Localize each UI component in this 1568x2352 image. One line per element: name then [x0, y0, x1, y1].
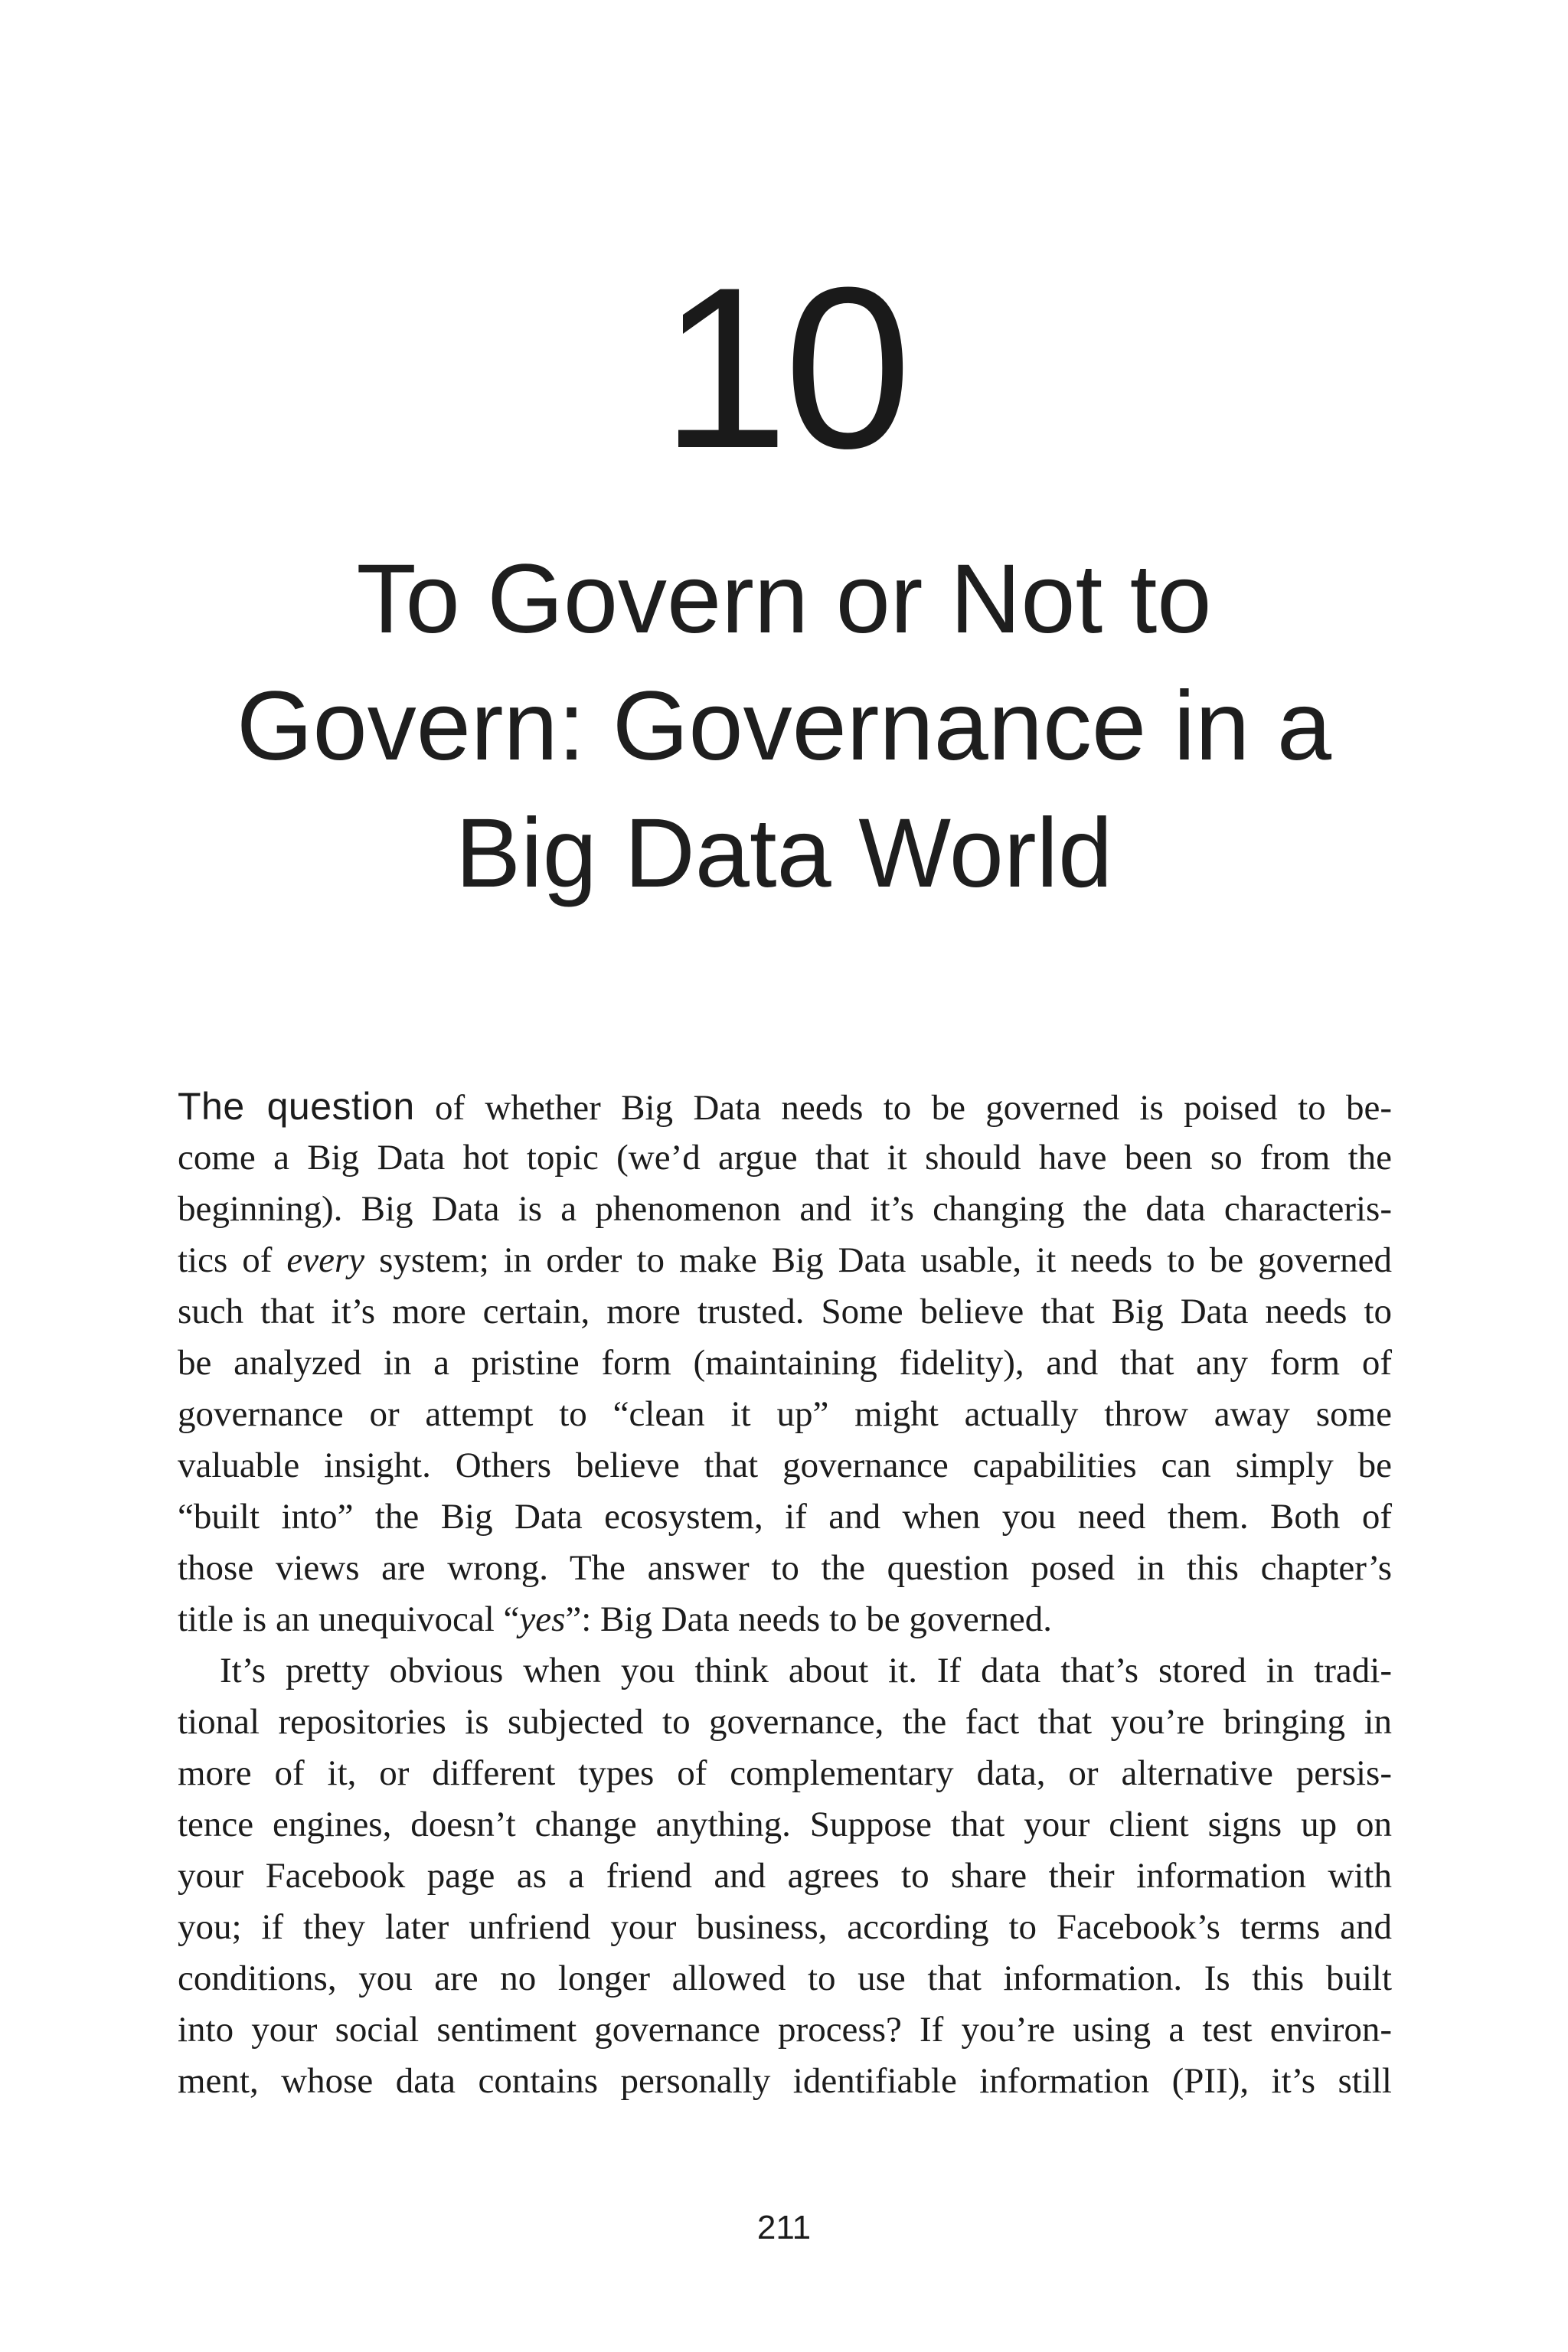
paragraph-2-line: you; if they later unfriend your business, according to Facebook’s terms and — [178, 1907, 1392, 1947]
line-text: tics of — [178, 1240, 273, 1280]
paragraph-2-line: tional repositories is subjected to governance, the fact that you’re bringing in — [178, 1702, 1392, 1742]
body-text — [178, 1081, 1392, 2107]
paragraph-1-line — [178, 1235, 1392, 1286]
paragraph-1-line: be analyzed in a pristine form (maintaining fidelity), and that any form of — [178, 1343, 1392, 1383]
paragraph-2-line: conditions, you are no longer allowed to use that information. Is this built — [178, 1958, 1392, 1998]
paragraph-2-line: your Facebook page as a friend and agrees to share their information with — [178, 1856, 1392, 1896]
emphasis-yes: yes — [519, 1599, 566, 1639]
chapter-title-line-3: Big Data World — [455, 799, 1113, 908]
paragraph-1-line: those views are wrong. The answer to the question posed in this chapter’s — [178, 1548, 1392, 1588]
paragraph-1-line: governance or attempt to “clean it up” might actually throw away some — [178, 1394, 1392, 1434]
line-text: system; in order to make Big Data usable, it needs to be governed — [379, 1240, 1393, 1280]
chapter-title-line-2 — [199, 663, 1369, 790]
paragraph-1-line — [178, 1081, 1392, 1132]
chapter-title-line-2-rest: Governance in a — [612, 671, 1332, 781]
lead-in: The question — [178, 1085, 415, 1128]
paragraph-2-line: It’s pretty obvious when you think about it. If data that’s stored in tradi- — [220, 1651, 1392, 1690]
line-text: ”: Big Data needs to be governed. — [565, 1599, 1052, 1639]
chapter-title-line-1: To Govern or Not to — [356, 544, 1212, 654]
paragraph-1-line: “built into” the Big Data ecosystem, if and when you need them. Both of — [178, 1497, 1392, 1537]
paragraph-1-line — [178, 1594, 1392, 1645]
paragraph-1-line: such that it’s more certain, more trusted. Some believe that Big Data needs to — [178, 1292, 1392, 1331]
paragraph-1-line: beginning). Big Data is a phenomenon and it’s changing the data characteris- — [178, 1189, 1392, 1229]
page-number: 211 — [756, 2209, 812, 2246]
line-text: of whether Big Data needs to be governed is poised to be- — [434, 1088, 1392, 1128]
emphasis-every: every — [286, 1240, 365, 1280]
chapter-title — [199, 536, 1369, 917]
paragraph-2-line: more of it, or different types of complementary data, or alternative persis- — [178, 1753, 1392, 1793]
chapter-title-line-2-prefix: Govern: — [236, 671, 586, 781]
paragraph-2-line: tence engines, doesn’t change anything. Suppose that your client signs up on — [178, 1805, 1392, 1844]
paragraph-2-line: into your social sentiment governance process? If you’re using a test environ- — [178, 2010, 1392, 2050]
chapter-number: 10 — [661, 239, 907, 496]
paragraph-1-line: valuable insight. Others believe that governance capabilities can simply be — [178, 1446, 1392, 1485]
paragraph-1-line: come a Big Data hot topic (we’d argue that it should have been so from the — [178, 1138, 1392, 1178]
paragraph-2-line: ment, whose data contains personally identifiable information (PII), it’s still — [178, 2061, 1392, 2101]
line-text: title is an unequivocal “ — [178, 1599, 520, 1639]
